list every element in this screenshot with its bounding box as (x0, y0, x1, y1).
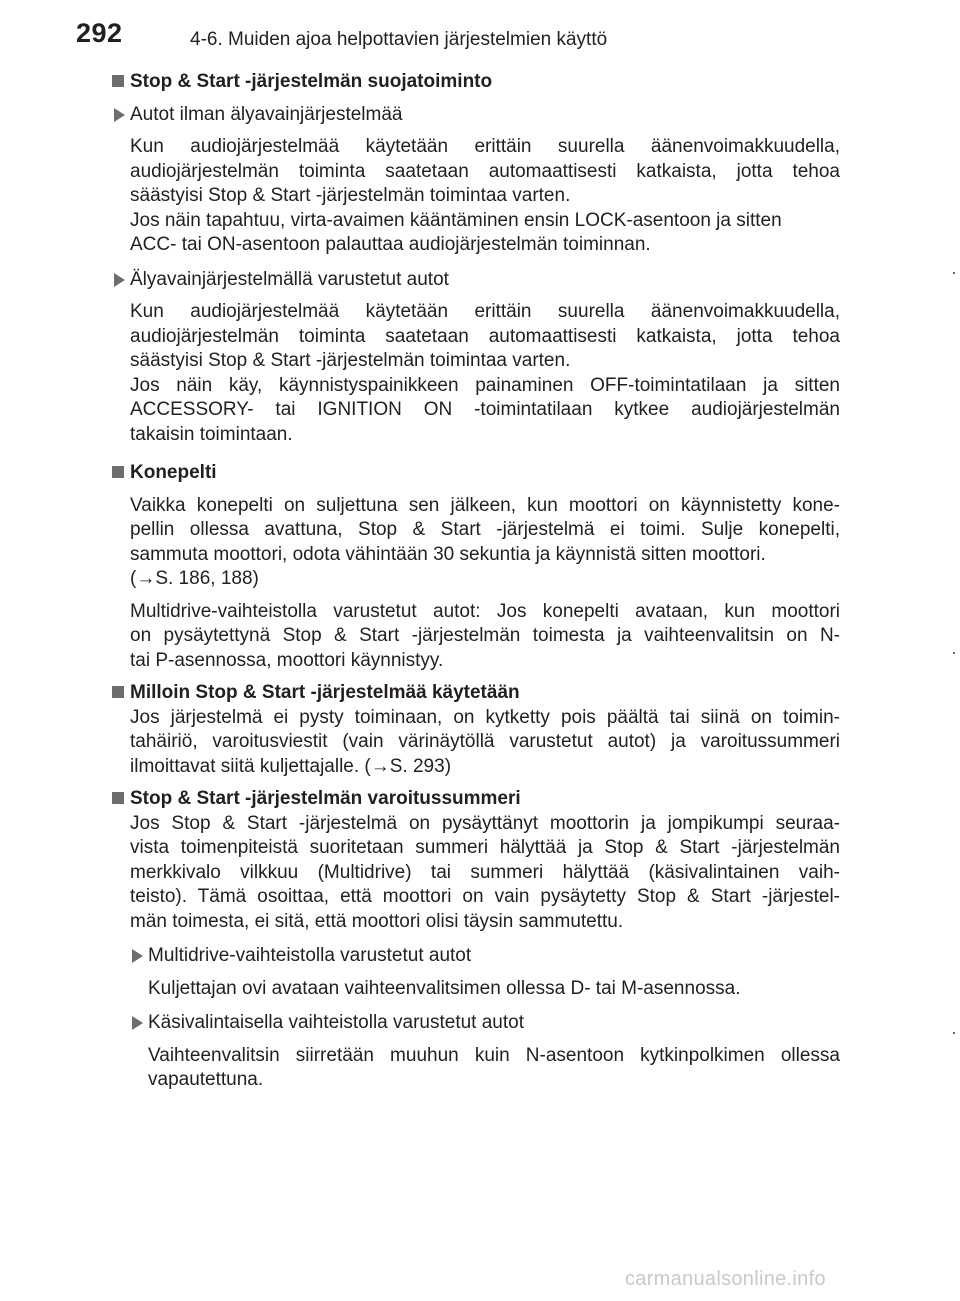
section-heading-hood: Konepelti (112, 461, 840, 486)
triangle-bullet-icon (132, 949, 143, 963)
triangle-bullet-icon (114, 108, 125, 122)
subheading-smart-key: Älyavainjärjestelmällä varustetut autot (112, 268, 840, 293)
square-bullet-icon (112, 75, 124, 87)
triangle-bullet-icon (132, 1016, 143, 1030)
edge-mark (953, 1032, 955, 1034)
section-heading-protect: Stop & Start -järjestelmän suojatoiminto (112, 70, 840, 95)
square-bullet-icon (112, 686, 124, 698)
square-bullet-icon (112, 466, 124, 478)
subheading-no-smart-key: Autot ilman älyavainjärjestelmää (112, 103, 840, 128)
paragraph: Vaihteenvalitsin siirretään muuhun kuin N-asentoon kytkinpolkimen ollessa vapautettuna. (148, 1044, 840, 1090)
subheading-manual: Käsivalintaisella vaihteistolla varustetut autot (130, 1011, 840, 1036)
paragraph: Kuljettajan ovi avataan vaihteenvalitsimen ollessa D- tai M-asennossa. (148, 977, 741, 999)
page-header (0, 0, 960, 60)
paragraph: Multidrive-vaihteistolla varustetut autot: Jos konepelti avataan, kun moottori on pysäytettynä Stop & Start -järjestelmän toimesta ja vaihteenvalitsin on N- tai P-asennossa, moottori käynnistyy. (130, 600, 840, 671)
edge-mark (953, 652, 955, 654)
watermark: carmanualsonline.info (625, 1268, 826, 1290)
subheading-multidrive: Multidrive-vaihteistolla varustetut autot (130, 944, 840, 969)
paragraph: Jos järjestelmä ei pysty toiminaan, on kytketty pois päältä tai siinä on toimin- tahäiriö, varoitusviestit (vain värinäytöllä varustetut autot) ja varoitussummeri ilmoittavat siitä kuljettajalle. (→S. 293) (130, 706, 840, 777)
section-heading-buzzer: Stop & Start -järjestelmän varoitussummeri (112, 787, 840, 812)
paragraph: Jos Stop & Start -järjestelmä on pysäyttänyt moottorin ja jompikumpi seuraa- vista toimenpiteistä suoritetaan summeri hälyttää ja Stop & Start -järjestelmän merkkivalo vilkkuu (Multidrive) tai summeri hälyttää (käsivalintainen vaih- teisto). Tämä osoittaa, että moottori on vain pysäytetty Stop & Start -järjestel- män toimesta, ei sitä, että moottori olisi täysin sammutettu. (130, 812, 840, 932)
section-heading-when-used: Milloin Stop & Start -järjestelmää käytetään (112, 681, 840, 706)
paragraph: Vaikka konepelti on suljettuna sen jälkeen, kun moottori on käynnistetty kone- pellin ollessa avattuna, Stop & Start -järjestelmä ei toimi. Sulje konepelti, sammuta moottori, odota vähintään 30 sekuntia ja käynnistä sitten moottori. (→S. 186, 188) (130, 494, 840, 589)
chapter-title: 4-6. Muiden ajoa helpottavien järjestelmien käyttö (190, 29, 608, 50)
square-bullet-icon (112, 792, 124, 804)
page-number: 292 (76, 18, 123, 48)
paragraph: Kun audiojärjestelmää käytetään erittäin suurella äänenvoimakkuudella, audiojärjestelmän toiminta saatetaan automaattisesti katkaista, jotta tehoa säästyisi Stop & Start -järjestelmän toimintaa varten. Jos näin tapahtuu, virta-avaimen kääntäminen ensin LOCK-asentoon ja sitten ACC- tai ON-asentoon palauttaa audiojärjestelmän toiminnan. (130, 136, 840, 255)
edge-mark (953, 272, 955, 274)
paragraph: Kun audiojärjestelmää käytetään erittäin suurella äänenvoimakkuudella, audiojärjestelmän toiminta saatetaan automaattisesti katkaista, jotta tehoa säästyisi Stop & Start -järjestelmän toimintaa varten. Jos näin käy, käynnistyspainikkeen painaminen OFF-toimintatilaan ja sitten ACCESSORY- tai IGNITION ON -toimintatilaan kytkee audiojärjestelmän takaisin toimintaan. (130, 301, 840, 445)
page-content (112, 70, 840, 1093)
triangle-bullet-icon (114, 273, 125, 287)
